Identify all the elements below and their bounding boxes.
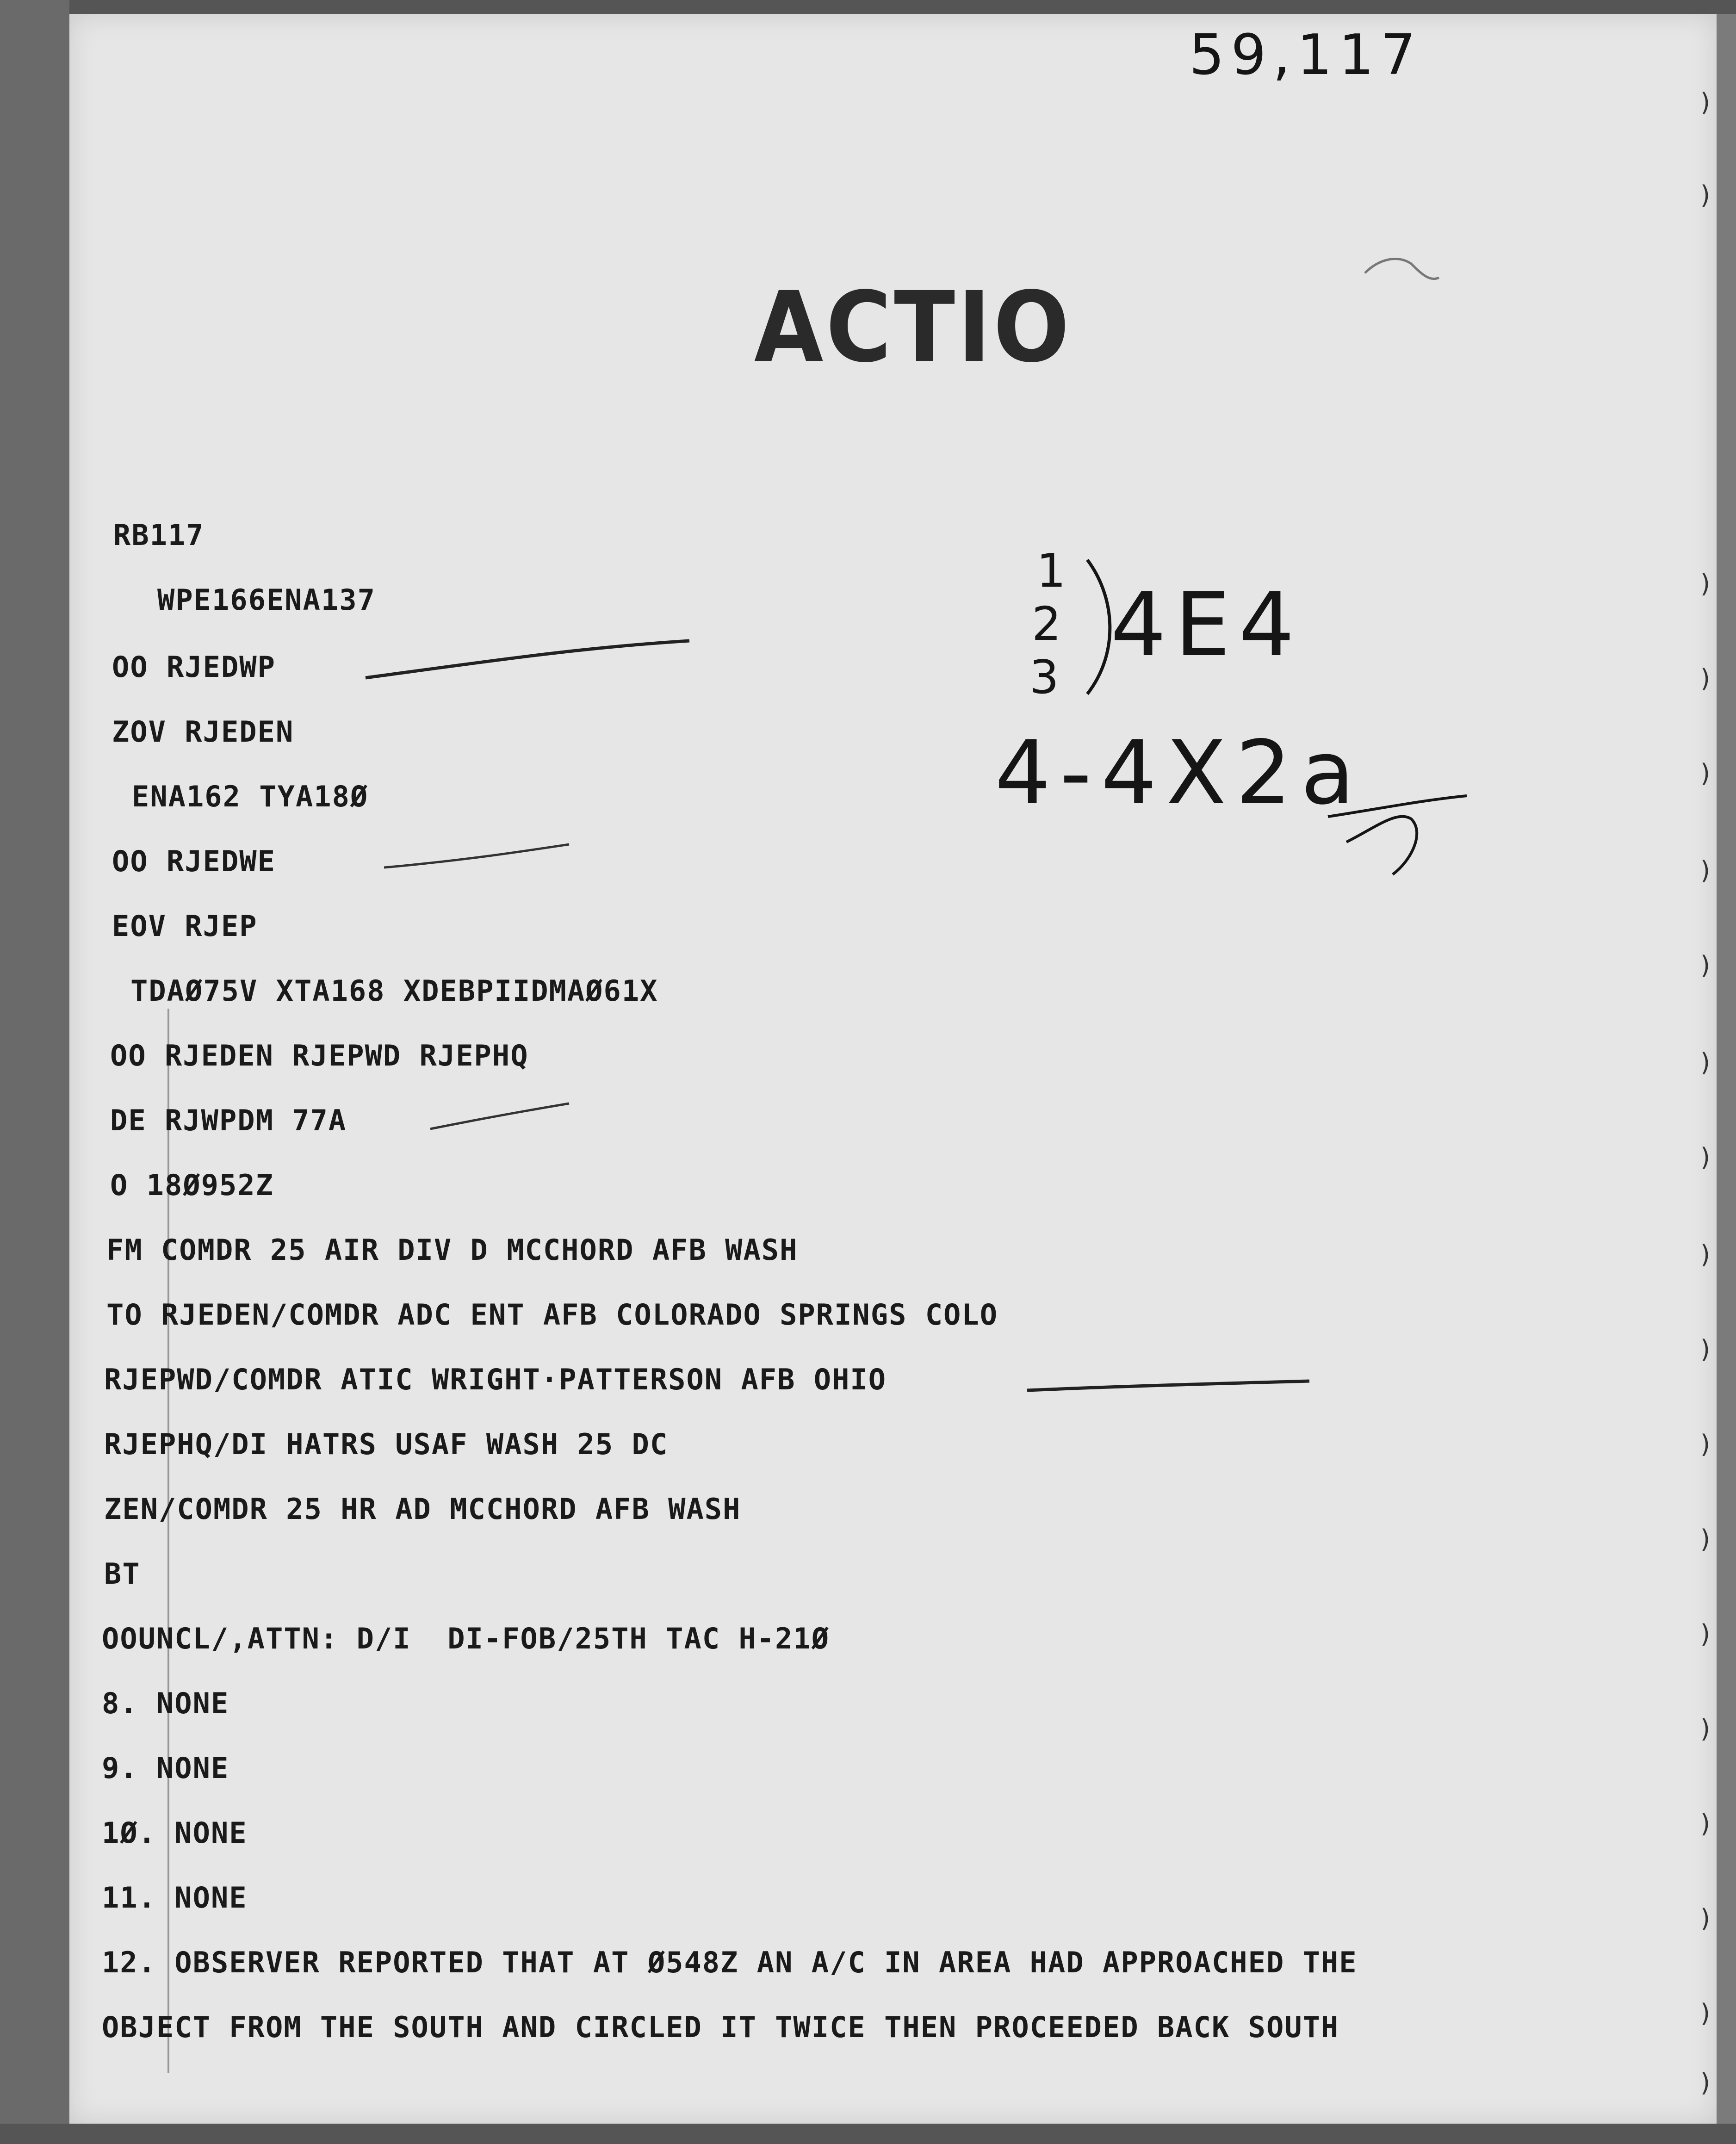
scan-border-bottom bbox=[0, 2124, 1736, 2144]
margin-mark: ) bbox=[1700, 1619, 1711, 1648]
line-item-12-cont: OBJECT FROM THE SOUTH AND CIRCLED IT TWICE THEN PROCEEDED BACK SOUTH bbox=[102, 2010, 1339, 2044]
margin-mark: ) bbox=[1700, 1335, 1711, 1364]
line-ena162: ENA162 TYA18Ø bbox=[132, 780, 369, 813]
margin-mark: ) bbox=[1700, 2068, 1711, 2097]
line-rb117: RB117 bbox=[113, 518, 205, 552]
line-item-10: 1Ø. NONE bbox=[102, 1816, 248, 1850]
margin-mark: ) bbox=[1700, 88, 1711, 117]
line-wpe166: WPE166ENA137 bbox=[157, 583, 376, 617]
margin-mark: ) bbox=[1700, 1048, 1711, 1077]
margin-mark: ) bbox=[1700, 1999, 1711, 2028]
line-from: FM COMDR 25 AIR DIV D MCCHORD AFB WASH bbox=[106, 1233, 798, 1267]
initials-stroke bbox=[1365, 259, 1439, 279]
margin-mark: ) bbox=[1700, 180, 1711, 210]
line-item-9: 9. NONE bbox=[102, 1751, 229, 1785]
margin-mark: ) bbox=[1700, 759, 1711, 788]
line-de-rjwpdm: DE RJWPDM 77A bbox=[110, 1103, 347, 1137]
margin-mark: ) bbox=[1700, 569, 1711, 598]
margin-mark: ) bbox=[1700, 1430, 1711, 1459]
line-dtg: O 18Ø952Z bbox=[110, 1168, 274, 1202]
margin-mark: ) bbox=[1700, 1904, 1711, 1933]
line-zen: ZEN/COMDR 25 HR AD MCCHORD AFB WASH bbox=[104, 1492, 741, 1526]
line-oo-rjeden: OO RJEDEN RJEPWD RJEPHQ bbox=[110, 1039, 529, 1072]
handwritten-num-2: 2 bbox=[1032, 597, 1061, 651]
scan-border-top bbox=[0, 0, 1736, 14]
handwritten-top-number: 59,117 bbox=[1189, 23, 1422, 87]
line-bt: BT bbox=[104, 1557, 141, 1591]
line-to: TO RJEDEN/COMDR ADC ENT AFB COLORADO SPRINGS COLO bbox=[106, 1298, 998, 1332]
line-item-12: 12. OBSERVER REPORTED THAT AT Ø548Z AN A/C IN AREA HAD APPROACHED THE bbox=[102, 1946, 1358, 1979]
scan-border-left bbox=[0, 0, 69, 2144]
underline-stroke bbox=[1027, 1381, 1309, 1390]
margin-mark: ) bbox=[1700, 1524, 1711, 1554]
margin-mark: ) bbox=[1700, 1143, 1711, 1172]
margin-mark: ) bbox=[1700, 1240, 1711, 1269]
margin-mark: ) bbox=[1700, 1809, 1711, 1838]
handwritten-code-4-4x2a: 4-4X2a bbox=[995, 722, 1364, 824]
line-attn: OOUNCL/,ATTN: D/I DI-FOB/25TH TAC H-21Ø bbox=[102, 1622, 830, 1655]
margin-mark: ) bbox=[1700, 951, 1711, 980]
underline-stroke bbox=[384, 844, 569, 868]
underline-stroke bbox=[430, 1103, 569, 1129]
handwritten-num-1: 1 bbox=[1036, 544, 1066, 598]
margin-mark: ) bbox=[1700, 856, 1711, 885]
line-zov-rjeden: ZOV RJEDEN bbox=[112, 715, 294, 749]
margin-mark: ) bbox=[1700, 1714, 1711, 1743]
action-stamp: ACTIO bbox=[754, 271, 1072, 384]
line-item-8: 8. NONE bbox=[102, 1686, 229, 1720]
line-tda075v: TDAØ75V XTA168 XDEBPIIDMAØ61X bbox=[130, 974, 658, 1008]
line-rjepwd: RJEPWD/COMDR ATIC WRIGHT·PATTERSON AFB OHIO bbox=[104, 1363, 887, 1396]
bracket-stroke bbox=[1087, 560, 1110, 694]
margin-mark: ) bbox=[1700, 664, 1711, 693]
handwritten-num-3: 3 bbox=[1029, 650, 1059, 704]
line-oo-rjedwe: OO RJEDWE bbox=[112, 844, 276, 878]
handwritten-code-4e4: 4E4 bbox=[1110, 574, 1303, 676]
line-oo-rjedwp: OO RJEDWP bbox=[112, 650, 276, 684]
line-item-11: 11. NONE bbox=[102, 1881, 248, 1915]
teletype-page bbox=[69, 14, 1717, 2124]
pen-strokes bbox=[69, 14, 1717, 2124]
line-eov-rjep: EOV RJEP bbox=[112, 909, 258, 943]
line-rjephq: RJEPHQ/DI HATRS USAF WASH 25 DC bbox=[104, 1427, 669, 1461]
underline-stroke bbox=[366, 641, 689, 678]
signature-stroke bbox=[1328, 796, 1467, 874]
